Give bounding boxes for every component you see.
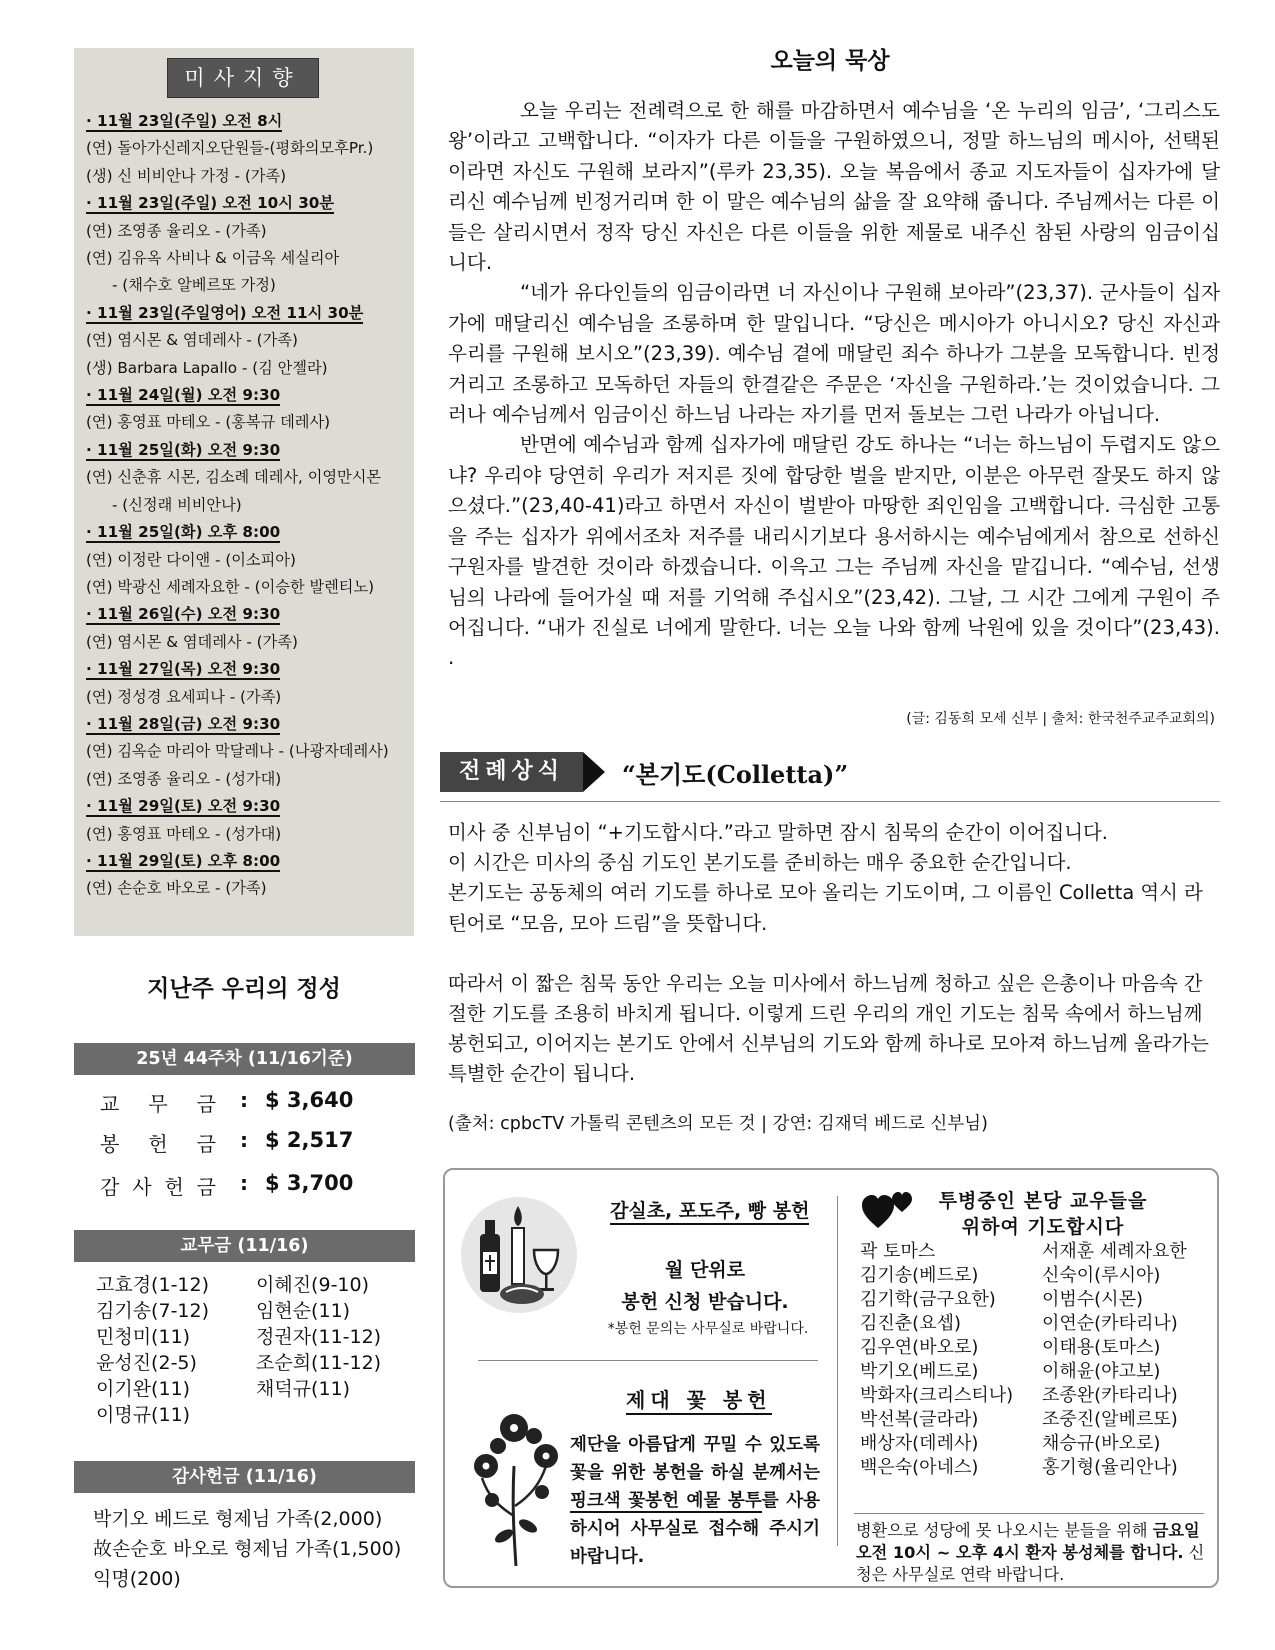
gamsa-entry: 故손순호 바오로 형제님 가족(1,500) <box>93 1538 402 1560</box>
meditation-paragraph: 오늘 우리는 전례력으로 한 해를 마감하면서 예수님을 ‘온 누리의 임금’, ‘그리스도왕’이라고 고백합니다. “이자가 다른 이들을 구원하였으니, 정말 하느님의 메시아, 선택된 이라면 자신도 구원해 보라지”(루카 23,35). 오늘 복음에서 종교 지도자들이 십자가에 달리신 예수님께 빈정거리며 한 이 말은 예수님의 삶을 잘 요약해 줍니다. 주님께서는 다른 이들은 살리시면서 정작 당신 자신은 다른 이들을 위한 제물로 내주신 참된 사랑의 임금이십니다. <box>448 99 1220 275</box>
offering-week-bar: 25년 44주차 (11/16기준) <box>74 1043 415 1075</box>
offering-row <box>100 1088 400 1124</box>
gamsa-bar: 감사헌금 (11/16) <box>74 1461 415 1493</box>
offering-amount: $ 3,700 <box>265 1171 354 1195</box>
meditation-body <box>448 96 1220 674</box>
sick-prayer-title <box>918 1188 1168 1240</box>
sick-person-name: 이태용(토마스) <box>1042 1337 1161 1358</box>
mass-intention-line: (연) 이정란 다이앤 - (이소피아) <box>86 550 296 569</box>
gyomu-entry: 윤성진(2-5) <box>96 1352 197 1374</box>
meditation-paragraph: 반면에 예수님과 함께 십자가에 매달린 강도 하나는 “너는 하느님이 두렵지도 않으냐? 우리야 당연히 우리가 저지른 짓에 합당한 벌을 받지만, 이분은 아무런 잘못도 하지 않으셨다.”(23,40-41)라고 하면서 자신이 벌받아 마땅한 죄인임을 고백합니다. 극심한 고통을 주는 십자가 위에서조차 저주를 내리시기보다 용서하시는 예수님에게서 참으로 선하신 구원자를 발견한 것이라 하겠습니다. 이윽고 그는 주님께 자신을 맡깁니다. “예수님, 선생님의 나라에 들어가실 때 저를 기억해 주십시오”(23,42). 그날, 그 시간 그에게 구원이 주어집니다. “내가 진실로 너에게 말한다. 너는 오늘 나와 함께 낙원에 있을 것이다”(23,43). . <box>448 433 1220 670</box>
mass-date-text: · 11월 24일(월) 오전 9:30 <box>86 386 281 405</box>
mass-date-text: · 11월 29일(토) 오전 9:30 <box>86 797 281 816</box>
gyomu-entry: 이기완(11) <box>96 1378 191 1400</box>
divider <box>478 1360 818 1361</box>
offering-colon: : <box>240 1171 248 1195</box>
offering-row <box>100 1171 400 1207</box>
mass-intention-line: (연) 홍영표 마테오 - (성가대) <box>86 824 282 843</box>
mass-date-text: · 11월 27일(목) 오전 9:30 <box>86 660 281 679</box>
sick-person-name: 김진춘(요셉) <box>860 1313 961 1334</box>
sick-person-name: 배상자(데레사) <box>860 1433 979 1454</box>
mass-intention-line: - (채수호 알베르또 가정) <box>112 276 276 295</box>
mass-intentions-list <box>86 108 411 903</box>
liturgy-line: 본기도는 공동체의 여러 기도를 하나로 모아 올리는 기도이며, 그 이름인 Colletta 역시 라틴어로 “모음, 모아 드림”을 뜻합니다. <box>448 881 1203 935</box>
mass-date-heading <box>86 711 411 738</box>
mass-date-heading <box>86 601 411 628</box>
candle-wine-bread-icon <box>458 1194 580 1316</box>
offering-colon: : <box>240 1128 248 1152</box>
gyomu-entry: 민청미(11) <box>96 1326 191 1348</box>
gyomu-entry: 정권자(11-12) <box>256 1326 382 1348</box>
hearts-icon <box>862 1190 914 1230</box>
mass-intention-line: (연) 김유옥 사비나 & 이금옥 세실리아 <box>86 249 340 268</box>
sick-person-name: 백은숙(아네스) <box>860 1457 979 1478</box>
divider <box>837 1196 838 1546</box>
mass-date-heading <box>86 108 411 135</box>
candle-offering-text: 봉헌 신청 받습니다. <box>621 1291 789 1313</box>
offering-label: 봉 헌 금 <box>100 1132 216 1156</box>
mass-date-heading <box>86 300 411 327</box>
flower-text-underlined: 핑크색 꽃봉헌 예물 봉투 <box>570 1491 762 1511</box>
offering-row <box>100 1128 400 1164</box>
sick-person-name: 이범수(시몬) <box>1042 1289 1143 1310</box>
mass-intentions-panel <box>74 48 414 936</box>
mass-date-text: · 11월 23일(주일) 오전 8시 <box>86 112 283 130</box>
sick-person-name: 박기오(베드로) <box>860 1361 979 1382</box>
candle-offering-text: 월 단위로 <box>664 1259 746 1281</box>
gyomu-bar: 교무금 (11/16) <box>74 1230 415 1262</box>
liturgy-line: 이 시간은 미사의 중심 기도인 본기도를 준비하는 매우 중요한 순간입니다. <box>448 851 1072 875</box>
mass-intention-line: (연) 정성경 요세피나 - (가족) <box>86 687 282 706</box>
liturgy-title: “본기도(Colletta)” <box>622 760 849 789</box>
gyomu-entry: 김기송(7-12) <box>96 1300 210 1322</box>
mass-intentions-title: 미사지향 <box>167 58 319 98</box>
mass-intention-line: (연) 조영종 율리오 - (성가대) <box>86 769 282 788</box>
mass-intention-line: (연) 손순호 바오로 - (가족) <box>86 879 267 898</box>
sick-person-name: 홍기형(율리안나) <box>1042 1457 1178 1478</box>
gamsa-list <box>93 1504 401 1594</box>
mass-intention-line: (연) 김옥순 마리아 막달레나 - (나광자데레사) <box>86 742 389 761</box>
mass-date-text: · 11월 28일(금) 오전 9:30 <box>86 714 281 733</box>
sick-prayer-title-line: 투병중인 본당 교우들을 <box>938 1190 1148 1212</box>
sick-prayer-title-line: 위하여 기도합시다 <box>961 1216 1125 1238</box>
gyomu-entry: 이명규(11) <box>96 1404 191 1426</box>
note-part: 병환으로 성당에 못 나오시는 분들을 위해 <box>856 1521 1153 1540</box>
flower-text-part: 제단을 아름답게 꾸밀 수 있도록 꽃을 위한 봉헌을 하실 분께서는 <box>570 1435 820 1483</box>
mass-date-heading <box>86 519 411 546</box>
sick-person-name: 이해윤(야고보) <box>1042 1361 1161 1382</box>
mass-intention-line: (연) 염시몬 & 염데레사 - (가족) <box>86 632 298 651</box>
gyomu-entry: 이혜진(9-10) <box>256 1274 370 1296</box>
sick-person-name: 조종완(카타리나) <box>1042 1385 1178 1406</box>
sick-communion-note <box>856 1520 1216 1586</box>
gyomu-list <box>96 1272 416 1428</box>
divider <box>440 801 1220 802</box>
mass-date-heading <box>86 848 411 875</box>
mass-date-text: · 11월 29일(토) 오후 8:00 <box>86 851 281 870</box>
mass-date-heading <box>86 190 411 217</box>
gyomu-entry: 조순희(11-12) <box>256 1352 382 1374</box>
candle-offering-note: *봉헌 문의는 사무실로 바랍니다. <box>607 1321 809 1337</box>
mass-intention-line: (연) 돌아가신레지오단원들-(평화의모후Pr.) <box>86 139 374 158</box>
liturgy-paragraph: 따라서 이 짧은 침묵 동안 우리는 오늘 미사에서 하느님께 청하고 싶은 은총이나 마음속 간절한 기도를 조용히 바치게 됩니다. 이렇게 드린 우리의 개인 기도는 침묵 속에서 하느님께 봉헌되고, 이어지는 본기도 안에서 신부님의 기도와 함께 하나로 모아져 하느님께 올라가는 특별한 순간이 됩니다. <box>448 971 1209 1086</box>
sick-person-name: 김우연(바오로) <box>860 1337 979 1358</box>
meditation-paragraph: “네가 유다인들의 임금이라면 너 자신이나 구원해 보아라”(23,37). 군사들이 십자가에 매달리신 예수님을 조롱하며 한 말입니다. “당신은 메시아가 아니시오? 당신 자신과 우리를 구원해 보시오”(23,39). 예수님 곁에 매달린 죄수 하나가 그분을 모독합니다. 빈정거리고 조롱하고 모독하던 자들의 한결같은 주문은 ‘자신을 구원하라.’는 것이었습니다. 그러나 예수님께서 임금이신 하느님 나라는 자기를 먼저 돌보는 그런 나라가 아닙니다. <box>448 281 1220 427</box>
sick-person-name: 신숙이(루시아) <box>1042 1265 1161 1286</box>
sick-person-name: 조중진(알베르또) <box>1042 1409 1178 1430</box>
sick-person-name: 채승규(바오로) <box>1042 1433 1161 1454</box>
offering-title: 지난주 우리의 정성 <box>147 976 341 1002</box>
sick-person-name: 박화자(크리스티나) <box>860 1385 1014 1406</box>
gyomu-entry: 채덕규(11) <box>256 1378 351 1400</box>
gamsa-entry: 박기오 베드로 형제님 가족(2,000) <box>93 1508 383 1530</box>
mass-date-heading <box>86 793 411 820</box>
offering-label: 감 사 헌 금 <box>100 1175 216 1199</box>
mass-date-heading <box>86 656 411 683</box>
note-part: 신청은 사무실로 연락 바랍니다. <box>856 1543 1205 1584</box>
meditation-source: (글: 김동희 모세 신부 | 출처: 한국천주교주교회의) <box>906 711 1215 727</box>
gyomu-entry: 임현순(11) <box>256 1300 351 1322</box>
mass-intention-line: - (신정래 비비안나) <box>112 495 242 514</box>
flower-offering-text <box>570 1431 820 1571</box>
candle-offering-title: 감실초, 포도주, 빵 봉헌 <box>610 1196 809 1225</box>
offering-colon: : <box>240 1088 248 1112</box>
mass-date-text: · 11월 23일(주일영어) 오전 11시 30분 <box>86 303 364 322</box>
sick-person-name: 김기학(금구요한) <box>860 1289 996 1310</box>
mass-date-heading <box>86 437 411 464</box>
mass-intention-line: (생) Barbara Lapallo - (김 안젤라) <box>86 358 328 377</box>
sick-person-name: 곽 토마스 <box>860 1241 936 1262</box>
sick-list <box>860 1240 1210 1480</box>
mass-intention-line: (연) 박광신 세례자요한 - (이승한 발렌티노) <box>86 577 375 596</box>
sick-person-name: 이연순(카타리나) <box>1042 1313 1178 1334</box>
sick-person-name: 박선복(글라라) <box>860 1409 979 1430</box>
liturgy-tag: 전례상식 <box>440 752 583 792</box>
liturgy-body <box>448 818 1220 1090</box>
gamsa-entry: 익명(200) <box>93 1568 181 1590</box>
mass-intention-line: (연) 염시몬 & 염데레사 - (가족) <box>86 331 298 350</box>
mass-date-text: · 11월 25일(화) 오전 9:30 <box>86 440 281 459</box>
flower-icon <box>468 1406 563 1568</box>
meditation-title: 오늘의 묵상 <box>770 48 890 74</box>
flower-offering-title: 제대 꽃 봉헌 <box>626 1384 772 1415</box>
offering-amount: $ 3,640 <box>265 1088 354 1112</box>
mass-intention-line: (연) 신춘휴 시몬, 김소례 데레사, 이영만시몬 <box>86 468 382 487</box>
mass-date-heading <box>86 382 411 409</box>
mass-date-text: · 11월 25일(화) 오후 8:00 <box>86 523 281 542</box>
liturgy-source: (출처: cpbcTV 가톨릭 콘텐츠의 모든 것 | 강연: 김재덕 베드로 신부님) <box>448 1114 988 1134</box>
offering-label: 교 무 금 <box>100 1092 216 1116</box>
offering-amount: $ 2,517 <box>265 1128 354 1152</box>
mass-date-text: · 11월 26일(수) 오전 9:30 <box>86 605 281 624</box>
arrow-icon <box>583 752 605 792</box>
sick-person-name: 서재훈 세례자요한 <box>1042 1241 1187 1262</box>
sick-person-name: 김기송(베드로) <box>860 1265 979 1286</box>
mass-intention-line: (연) 홍영표 마테오 - (홍복규 데레사) <box>86 413 331 432</box>
mass-intention-line: (연) 조영종 율리오 - (가족) <box>86 221 267 240</box>
gyomu-entry: 고효경(1-12) <box>96 1274 210 1296</box>
flower-text-part: 를 사용하시어 사무실로 접수해 주시기 바랍니다. <box>570 1491 821 1567</box>
mass-intention-line: (생) 신 비비안나 가정 - (가족) <box>86 166 287 185</box>
divider <box>854 1513 1204 1514</box>
liturgy-line: 미사 중 신부님이 “+기도합시다.”라고 말하면 잠시 침묵의 순간이 이어집니다. <box>448 821 1108 844</box>
note-bold: 금요일 오전 10시 ~ 오후 4시 환자 봉성체를 합니다. <box>856 1521 1200 1562</box>
mass-date-text: · 11월 23일(주일) 오전 10시 30분 <box>86 194 334 213</box>
